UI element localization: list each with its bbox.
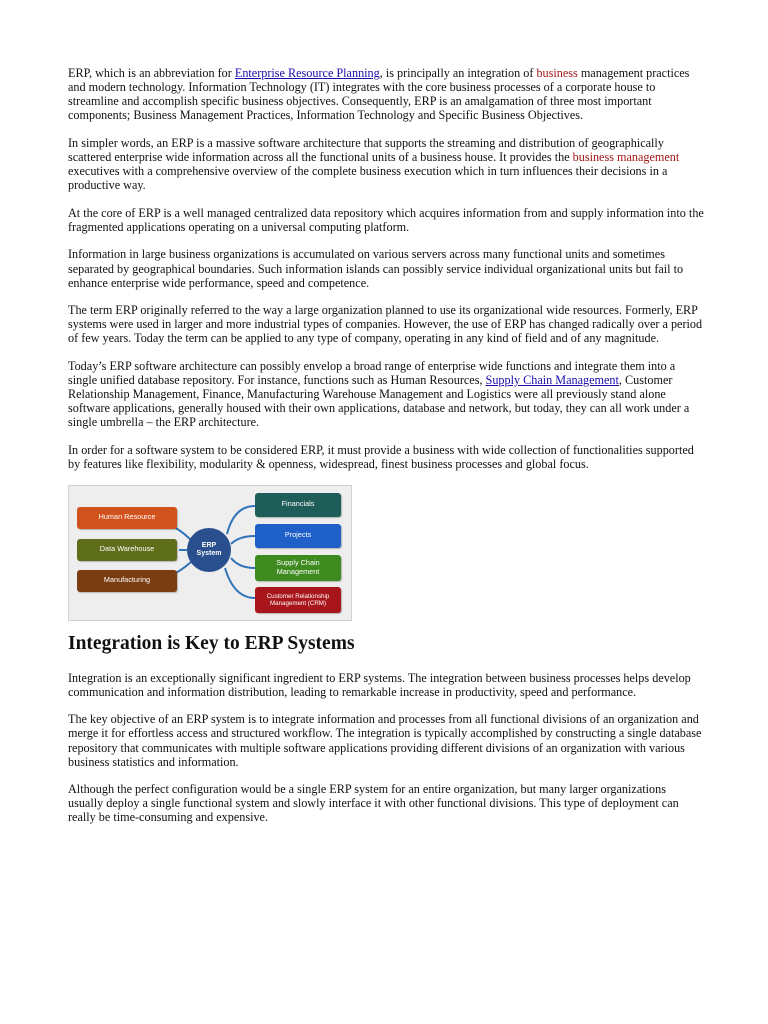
erp-system-diagram [68,485,352,621]
connector-crm [225,568,255,598]
paragraph-intro-1 [68,66,704,122]
section-heading-integration: Integration is Key to ERP Systems [68,632,355,654]
module-label: Financials [281,499,315,509]
text: Today’s ERP software architecture can possibly envelop a broad range of enterprise wide functions and integrate them into a single unified database repository. For instance, functions such as Human Resources, [68,359,676,388]
highlight-business: business [536,66,578,80]
module-financials [255,493,341,517]
text: executives with a comprehensive overview of the complete business execution which in turn influences their decisions in a productive way. [68,164,668,193]
erp-system-hub [187,528,231,572]
text: ERP, which is an abbreviation for [68,66,235,80]
module-data-warehouse [77,539,177,561]
hub-line-2: System [196,549,222,557]
connector-supply-chain [231,558,255,568]
module-label: Human Resource [98,512,156,522]
text: In simpler words, an ERP is a massive software architecture that supports the streaming and distribution of geographically scattered enterprise wide information across all the functional units of a business house. It provides the [68,135,664,164]
module-projects [255,524,341,548]
module-supply-chain-management [255,555,341,581]
module-crm [255,587,341,613]
paragraph-intro-2 [68,136,704,192]
hub-line-1: ERP [201,541,217,549]
text: , Customer Relationship Management, Finance, Manufacturing Warehouse Management and Logistics were all previously stand alone software applications, generally housed with their own applications, database and network, but today, they can all work under a single umbrella – the ERP architecture. [68,373,690,430]
connector-projects [231,536,255,544]
paragraph-key-objective: The key objective of an ERP system is to integrate information and processes from all functional divisions of an organization and merge it for effortless access and structured workflow. The integration is typically accomplished by constructing a single database repository that communicates with multiple software applications providing different divisions of an organization with various business statistics and information. [68,712,702,769]
text: , is principally an integration of [379,66,537,80]
module-label: Data Warehouse [99,544,155,554]
paragraph-integration-ingredient: Integration is an exceptionally significant ingredient to ERP systems. The integration between business processes helps develop communication and information distribution, leading to remarkable increase in productivity, speed and performance. [68,670,691,699]
module-label: Projects [284,530,312,540]
paragraph-deployment: Although the perfect configuration would be a single ERP system for an entire organization, but many larger organizations usually deploy a single functional system and slowly interface it with other functional divisions. This type of deployment can really be time-consuming and expensive. [68,782,679,825]
paragraph-information-islands: Information in large business organizations is accumulated on various servers across many functional units and sometimes separated by geographical boundaries. Such information islands can possibly service individual organizational units but fail to enhance enterprise wide performance, speed and competence. [68,247,684,290]
link-enterprise-resource-planning[interactable]: Enterprise Resource Planning [234,66,380,80]
module-manufacturing [77,570,177,592]
link-supply-chain-management[interactable]: Supply Chain Management [485,373,619,388]
connector-financials [227,506,255,534]
paragraph-erp-requirements: In order for a software system to be considered ERP, it must provide a business with wide collection of functionalities supported by features like flexibility, modularity & openness, widespread, finest business processes and global focus. [68,442,694,472]
paragraph-erp-architecture [68,359,704,429]
module-label: Customer Relationship Management (CRM) [266,592,330,607]
text: management practices and modern technology. Information Technology (IT) integrates with the core business processes of a corporate house to streamline and accomplish specific business objectives. Consequently, ERP is an amalgamation of three most important components; Business Management Practices, Information Technology and Specific Business Objectives. [68,66,690,123]
module-human-resource [77,507,177,529]
module-label: Manufacturing [103,575,151,585]
document-page [68,66,704,838]
module-label: Supply Chain Management [276,558,320,576]
paragraph-term-erp: The term ERP originally referred to the way a large organization planned to use its organizational wide resources. Formerly, ERP systems were used in larger and more industrial types of companies. However, the use of ERP has changed radically over a period of few years. Today the term can be applied to any type of company, operating in any kind of field and of any magnitude. [68,303,703,346]
paragraph-core-repository: At the core of ERP is a well managed centralized data repository which acquires information from and supply information into the fragmented applications operating on a universal computing platform. [68,205,704,234]
highlight-business-management: business management [572,149,680,164]
